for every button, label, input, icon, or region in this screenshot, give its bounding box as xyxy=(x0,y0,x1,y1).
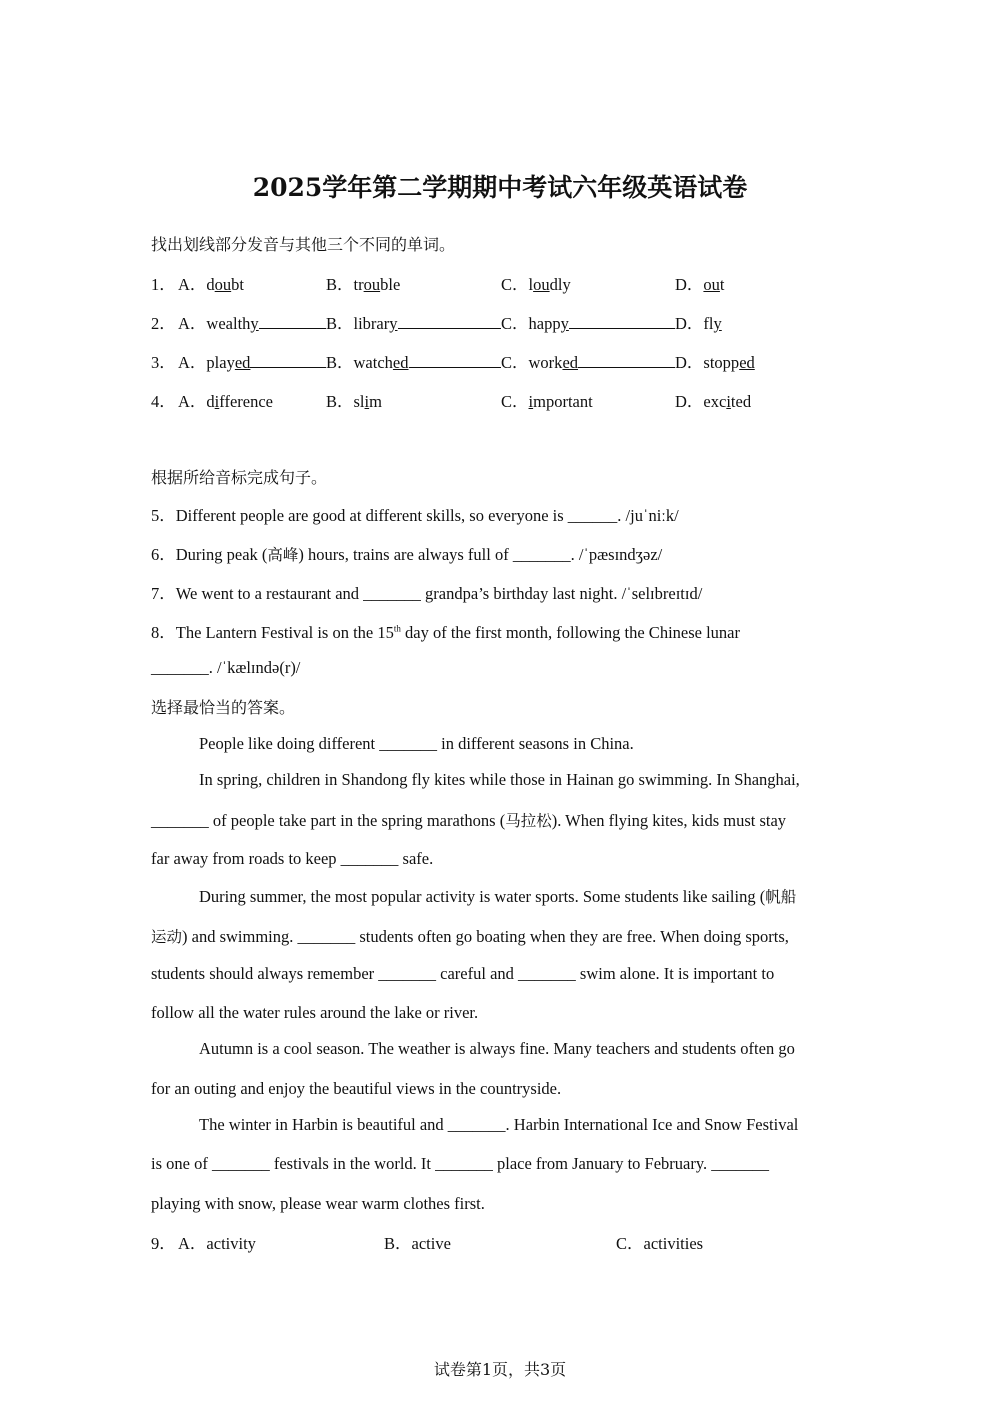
word-part: ted xyxy=(730,392,752,411)
question-2-option-d xyxy=(675,310,722,334)
passage-paragraph-5-line-1: The winter in Harbin is beautiful and _______. Harbin International Ice and Snow Festival xyxy=(199,1115,799,1134)
option-letter: C． xyxy=(501,392,529,411)
word-part: wealth xyxy=(206,314,251,333)
question-3-option-d xyxy=(675,349,755,373)
p2-text-b: ). When flying kites, kids must stay xyxy=(551,811,787,830)
question-1-option-b xyxy=(326,271,400,295)
option-letter: C． xyxy=(501,275,529,294)
option-letter: A． xyxy=(178,275,207,294)
question-3-option-a xyxy=(178,349,326,373)
question-4-option-a xyxy=(178,388,273,412)
passage-paragraph-3-line-2 xyxy=(151,925,789,947)
option-letter: D． xyxy=(675,314,704,333)
p2-text-a: _______ of people take part in the spring marathons ( xyxy=(151,811,506,830)
word-part: d xyxy=(206,392,215,411)
option-letter: D． xyxy=(675,392,704,411)
question-2-option-a xyxy=(178,310,326,334)
p3-text-a: During summer, the most popular activity is water sports. Some students like sailing ( xyxy=(199,887,766,906)
question-2-option-c xyxy=(501,310,675,334)
word-part: d xyxy=(206,275,215,294)
underline-extension xyxy=(409,353,502,368)
question-2-option-b xyxy=(326,310,501,334)
word-part: work xyxy=(528,353,563,372)
question-6-chinese: 高峰 xyxy=(267,546,299,564)
word-part: play xyxy=(206,353,235,372)
question-2-number: 2． xyxy=(151,314,176,333)
option-letter: A． xyxy=(178,314,207,333)
question-8 xyxy=(151,619,740,643)
question-9-option-a: A．activity xyxy=(178,1234,256,1253)
underlined-letters: ou xyxy=(363,275,381,294)
underline-extension xyxy=(259,314,326,329)
question-8-superscript: th xyxy=(393,623,401,634)
word-part: dly xyxy=(549,275,571,294)
question-3-option-c xyxy=(501,349,675,373)
question-8-continued: _______. /ˈkælɪndə(r)/ xyxy=(151,658,301,677)
question-6-text-a: 6．During peak ( xyxy=(151,545,268,564)
passage-paragraph-2-line-2 xyxy=(151,809,786,831)
p3-chinese-b: 运动 xyxy=(151,928,183,946)
word-part: tr xyxy=(353,275,364,294)
passage-paragraph-3-line-4: follow all the water rules around the lake or river. xyxy=(151,1003,479,1022)
underline-extension xyxy=(569,314,675,329)
option-letter: C． xyxy=(501,314,529,333)
question-3-option-b xyxy=(326,349,501,373)
question-9-option-c: C．activities xyxy=(616,1234,704,1253)
question-6-text-b: ) hours, trains are always full of _______. /ˈpæsɪndʒəz/ xyxy=(298,545,663,564)
question-4-option-b xyxy=(326,388,382,412)
question-9-option-b: B．active xyxy=(384,1234,451,1253)
question-1-option-d xyxy=(675,271,725,295)
page-footer: 试卷第1页，共3页 xyxy=(433,1360,567,1379)
section-heading-phonetics: 根据所给音标完成句子。 xyxy=(151,468,328,487)
passage-paragraph-5-line-3: playing with snow, please wear warm clothes first. xyxy=(151,1194,485,1213)
underlined-letters: y xyxy=(250,314,259,333)
option-letter: C． xyxy=(501,353,529,372)
question-4-number: 4． xyxy=(151,392,176,411)
passage-paragraph-2-line-3: far away from roads to keep _______ safe. xyxy=(151,849,434,868)
word-part: stopp xyxy=(703,353,740,372)
word-part: bt xyxy=(231,275,245,294)
question-1-number: 1． xyxy=(151,275,176,294)
underline-extension xyxy=(578,353,675,368)
word-part: watch xyxy=(353,353,393,372)
question-3-number: 3． xyxy=(151,353,176,372)
question-5: 5．Different people are good at different skills, so everyone is ______. /juˈniːk/ xyxy=(151,506,679,525)
underlined-letters: y xyxy=(713,314,722,333)
passage-paragraph-3-line-3: students should always remember _______ careful and _______ swim alone. It is important to xyxy=(151,964,775,983)
passage-paragraph-5-line-2: is one of _______ festivals in the world. It _______ place from January to February. _______ xyxy=(151,1154,770,1173)
question-1-option-a xyxy=(178,271,244,295)
word-part: l xyxy=(528,275,534,294)
word-part: m xyxy=(369,392,382,411)
underlined-letters: ed xyxy=(234,353,251,372)
question-7: 7．We went to a restaurant and _______ grandpa’s birthday last night. /ˈselɪbreɪtɪd/ xyxy=(151,584,703,603)
word-part: ble xyxy=(380,275,401,294)
question-8-text-b: day of the first month, following the Chinese lunar xyxy=(400,623,740,642)
word-part: fference xyxy=(219,392,273,411)
section-heading-choice: 选择最恰当的答案。 xyxy=(151,698,296,717)
underlined-letters: i xyxy=(364,392,370,411)
underlined-letters: ou xyxy=(703,275,720,294)
option-letter: A． xyxy=(178,392,207,411)
p2-chinese: 马拉松 xyxy=(505,812,552,830)
question-6 xyxy=(151,541,662,565)
underlined-letters: i xyxy=(214,392,220,411)
question-8-text-a: 8．The Lantern Festival is on the 15 xyxy=(151,623,394,642)
passage-paragraph-1: People like doing different _______ in different seasons in China. xyxy=(199,734,634,753)
word-part: librar xyxy=(353,314,390,333)
option-letter: B． xyxy=(326,392,354,411)
p3-text-b: ) and swimming. _______ students often go boating when they are free. When doing sports, xyxy=(182,927,789,946)
underlined-letters: y xyxy=(389,314,398,333)
question-4-option-c xyxy=(501,388,593,412)
option-letter: B． xyxy=(326,275,354,294)
underlined-letters: ou xyxy=(533,275,550,294)
underlined-letters: ed xyxy=(392,353,409,372)
word-part: sl xyxy=(353,392,365,411)
underline-extension xyxy=(398,314,502,329)
word-part: mportant xyxy=(533,392,593,411)
option-letter: D． xyxy=(675,353,704,372)
word-part: happ xyxy=(528,314,561,333)
underlined-letters: ed xyxy=(739,353,755,372)
option-letter: B． xyxy=(326,353,354,372)
option-letter: A． xyxy=(178,353,207,372)
underline-extension xyxy=(250,353,326,368)
underlined-letters: i xyxy=(726,392,731,411)
underlined-letters: ou xyxy=(214,275,232,294)
section-heading-pronunciation: 找出划线部分发音与其他三个不同的单词。 xyxy=(151,235,456,254)
question-4-option-d xyxy=(675,388,751,412)
question-9-number: 9． xyxy=(151,1234,176,1253)
passage-paragraph-4-line-1: Autumn is a cool season. The weather is always fine. Many teachers and students often go xyxy=(199,1039,795,1058)
underlined-letters: ed xyxy=(562,353,579,372)
p3-chinese-a: 帆船 xyxy=(765,888,797,906)
page-title: 2025学年第二学期期中考试六年级英语试卷 xyxy=(252,173,748,202)
passage-paragraph-2-line-1: In spring, children in Shandong fly kites while those in Hainan go swimming. In Shanghai, xyxy=(199,770,800,789)
word-part: exc xyxy=(703,392,727,411)
option-letter: D． xyxy=(675,275,704,294)
word-part: t xyxy=(719,275,725,294)
passage-paragraph-4-line-2: for an outing and enjoy the beautiful views in the countryside. xyxy=(151,1079,562,1098)
option-letter: B． xyxy=(326,314,354,333)
underlined-letters: y xyxy=(560,314,569,333)
question-1-option-c xyxy=(501,271,571,295)
underlined-letters: i xyxy=(528,392,534,411)
word-part: fl xyxy=(703,314,714,333)
passage-paragraph-3-line-1 xyxy=(199,885,796,907)
